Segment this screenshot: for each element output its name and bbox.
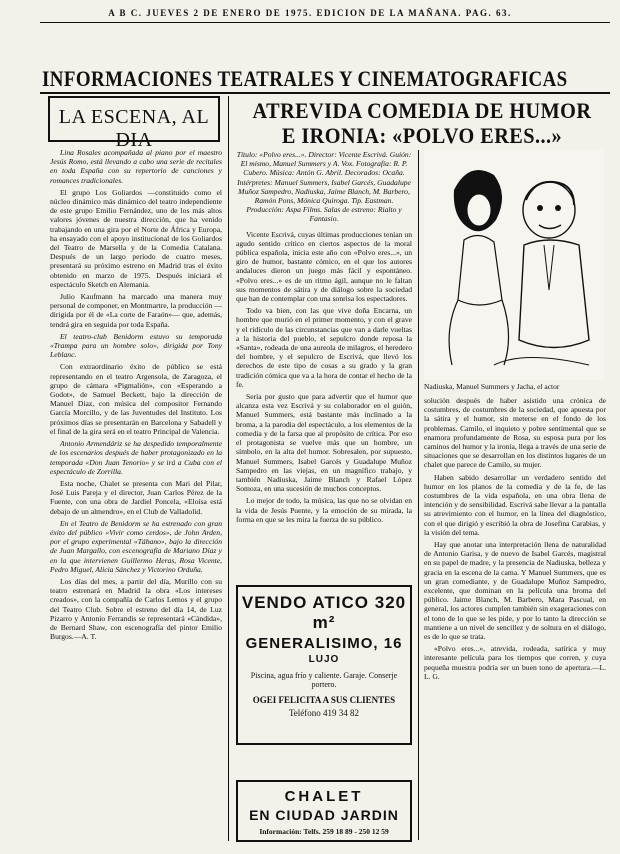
column-divider <box>418 150 419 840</box>
middle-paragraph: Vicente Escrivá, cuyas últimas producciones tenían un agudo sentido crítico en ciertos aspectos de la moral pública española, inicia este año con «Polvo eres...», un giro de humor, bastante cómico, en el que los autores andaluces dieron un juego más fácil y espontáneo. «Polvo eres...» es de un ritmo ágil, aunque no le faltan sus momentos de sátira y de diálogo sobre la sociedad que han de contemplar con una sonrisa los espectadores. <box>236 229 412 304</box>
right-paragraph: Haben sabido desarrollar un verdadero sentido del humor en los planos de la comedia y de la fe, de las costumbres de la vida española, en una obra llena de intención y de sensibilidad. Escrivá sabe llevar a la pantalla su atrevimiento con el humor, en la línea del diagnóstico, con el que dirigió y escribió la obra de Josefina Carabias, y la visión del tema. <box>424 472 606 537</box>
left-paragraph: Lina Rosales acompañada al piano por el maestro Jesús Romo, está llevando a cabo una serie de recitales en toda España con su repertorio de canciones y romances tradicionales. <box>50 148 222 185</box>
article-headline <box>249 98 595 148</box>
ad-chalet-location: EN CIUDAD JARDIN <box>249 807 399 823</box>
ad-penthouse <box>236 585 412 745</box>
left-paragraph: El grupo Los Goliardos —constituido como el núcleo dinámico más dinámico del teatro independiente de este grupo Emilio Fernández, uno de los más altos valores jóvenes de nuestra dirección, que ha venido trabajando en una gira por el Norte de África y Europa, ha ensayado con el apoyo institucional de los Goliardos del Teatro de Marsella y de la Comedia Catalana. Después de un largo período de cuatro meses, presentará su próximo estreno en Madrid tras el éxito obtenido en marzo de 1975. Después iniciará el espectáculo Sketch en Alemania. <box>50 187 222 289</box>
ad-penthouse-agency: OGEI FELICITA A SUS CLIENTES <box>252 695 396 705</box>
right-paragraph: solución después de haber asistido una crónica de costumbres, de costumbres de la sociedad, que apuesta por la sátira y el humor, sin meterse en el fondo de los problemas. Camilo, el inquieto y pobre sentimental que se enamora profundamente de Rosa, su esposa pura por los caminos del humor y la ironía, llega a través de una serie de situaciones que se desarrollan en los distintos lugares de un chalet que parece de Camilo, su mujer. <box>424 396 606 470</box>
ad-penthouse-features: Piscina, agua frío y caliente. Garaje. Conserje portero. <box>250 671 398 689</box>
photo-caption: Nadiuska, Manuel Summers y Jacha, el actor <box>424 382 560 391</box>
running-head: A B C. JUEVES 2 DE ENERO DE 1975. EDICION DE LA MAÑANA. PAG. 63. <box>108 8 512 18</box>
ad-chalet-title: CHALET <box>284 788 364 805</box>
caricature-image <box>424 150 604 380</box>
headline-line-2: E IRONIA: «POLVO ERES...» <box>281 123 563 148</box>
film-credits: Título: «Polvo eres...». Director: Vicente Escrivá. Guión: El mismo, Manuel Summers y A. Vox. Fotografía: R. P. Cubero. Música: Antón G. Abril. Decorados: Ocaña. Intérpretes: Manuel Summers, Isabel Garcés, Guadalupe Muñoz Sampedro, Nadiuska, Jaime Blanch, M. Barbero, Ramón Pons, Mónica Quiroga. Tip. Eastman. Producción: Aspa Films. Salas de estreno: Rialto y Fantasio. <box>236 150 412 224</box>
column-divider <box>228 96 229 841</box>
left-paragraph: Los días del mes, a partir del día, Murillo con su teatro estrenará en Madrid la obra «Los intereses creados», con la compañía de Carlos Lemos y el grupo del Teatro Club. Sobre el estreno del día 14, de Luz Pizarro y Antonio Ferrandis se representará «Cándida», de Bernard Shaw, con escenografía del pintor Emilio Burgos.—A. T. <box>50 576 222 642</box>
ad-penthouse-luxury: LUJO <box>308 654 340 665</box>
right-paragraph: «Polvo eres...», atrevida, rodeada, satírica y muy interesante película para los tiempos que corren, y cuya pequeña muestra podría ser un buen tono de apertura.—L. L. G. <box>424 644 606 681</box>
ad-penthouse-title: VENDO ATICO 320 m² <box>241 593 407 632</box>
ad-penthouse-phone: Teléfono 419 34 82 <box>288 708 360 718</box>
left-paragraph: En el Teatro de Benidorm se ha estrenado con gran éxito del público «Vivir como cerdos», de John Arden, por el grupo experimental «Tábano», bajo la dirección de Juan Margallo, con escenografía de Mariano Díaz y en la que intervienen Guillermo Heras, Rosa Vicente, Pedro Miguel, Alicia Sánchez y Victorino Orduña. <box>50 518 222 574</box>
right-column <box>424 396 606 842</box>
middle-paragraph: Lo mejor de todo, la música, las que no se olvidan en la vida de Jesús Puente, y la emoción de su mirada, la forma en que se les mira la fuerza de su público. <box>236 496 412 524</box>
left-paragraph: Julio Kaufmann ha marcado una manera muy personal de componer, en Montmartre, la producción —dirigida por él de «La corte de Faraón»— que, además, tendrá gira en seguida por toda España. <box>50 292 222 329</box>
right-paragraph: Hay que anotar una interpretación llena de naturalidad de Antonio Garisa, y de nuevo de Isabel Garcés, magistral en su papel de madre, y la presencia de Nadiuska, belleza y gracia en la escena de la cama. Y Manuel Summers, que es un gran comediante, y de Guadalupe Muñoz Sampedro, excelente, que dominan en la película una broma del público. Jaime Blanch, M. Barbero, Mara Pascual, en general, los actores cumplen también sin exageraciones con el tono de lo que se les pide, y por lo tanto la dirección se mantiene a un nivel de sencillez y de soltura en el diálogo, es de lo que se trata. <box>424 540 606 642</box>
middle-column <box>236 150 412 580</box>
section-rule <box>40 92 610 94</box>
left-paragraph: Esta noche, Chalet se presenta con Mari del Pilar, José Luis Pareja y el director, Juan Carlos Pérez de la Fuente, con una obra de Jardiel Poncela, «Eloísa está debajo de un almendro», en el Club de Valladolid. <box>50 478 222 516</box>
left-paragraph: Con extraordinario éxito de público se está representando en el teatro Argensola, de Zaragoza, el grupo de cámara «Pigmalión», con «Esperando a Godot», de Samuel Beckett, bajo la dirección de Manuel Díaz, con música del compositor Fernando García Morcillo, y de las Juventudes del Instituto. Los próximos días se presentarán en Barcelona y Sabadell y el final de la gira será en el teatro Principal de Valencia. <box>50 362 222 436</box>
headline-line-1: ATREVIDA COMEDIA DE HUMOR <box>252 98 592 123</box>
left-column <box>50 148 222 838</box>
left-paragraph: El teatro-club Benidorm estuvo su temporada «Trampa para un hombre solo», dirigida por Tony Leblanc. <box>50 331 222 360</box>
top-rule <box>40 22 610 23</box>
left-paragraph: Antonio Armendáriz se ha despedido temporalmente de los escenarios después de haber protagonizado en la temporada «Don Juan Tenorio» y se irá a Cuba con el espectáculo de Zorrilla. <box>50 439 222 476</box>
scene-box-title: LA ESCENA, AL DIA <box>58 106 210 151</box>
middle-paragraph: Sería por gusto que para advertir que el humor que alcanza esta vez Escrivá y su colaborador en el guión, Manuel Summers, está bastante más inclinado a la broma, a la parodia del espectáculo, a los elementos de la comedia y de la farsa que al propósito de crítica. Por eso el protagonista se vuelve más que un hombre, un símbolo, en la alta del humor. Sobresalen, por supuesto, Manuel Summers, Isabel Garcés y Guadalupe Muñoz Sampedro en las viejas, en un magnífico trabajo, y también Nadiuska, Jaime Blanch y Rafael López Somoza, en una sucesión de muchos conceptos. <box>236 392 412 494</box>
ad-chalet <box>236 780 412 842</box>
ad-chalet-phone: Información: Telfs. 259 18 89 - 250 12 59 <box>259 827 389 836</box>
section-title: INFORMACIONES TEATRALES Y CINEMATOGRAFICAS <box>42 66 568 91</box>
caricature-drawing <box>424 150 604 380</box>
ad-penthouse-address: GENERALISIMO, 16 <box>245 635 403 652</box>
scene-box <box>48 96 220 151</box>
middle-paragraph: Todo va bien, con las que vive doña Encarna, un hombre que murió en el primer momento, y con el grave y el ridículo de las circunstancias que van a darle vueltas a la historia del pueblo, el sepulcro donde reposa la «Santa», rodeada de una aureola de milagros, el heredero del hombre, y el sepulcro de Escrivá, que llevó los derechos de este tipo de cosas a su grado y la gran tradición cómica que va a la hora de contar el hecho de la fe. <box>236 306 412 389</box>
